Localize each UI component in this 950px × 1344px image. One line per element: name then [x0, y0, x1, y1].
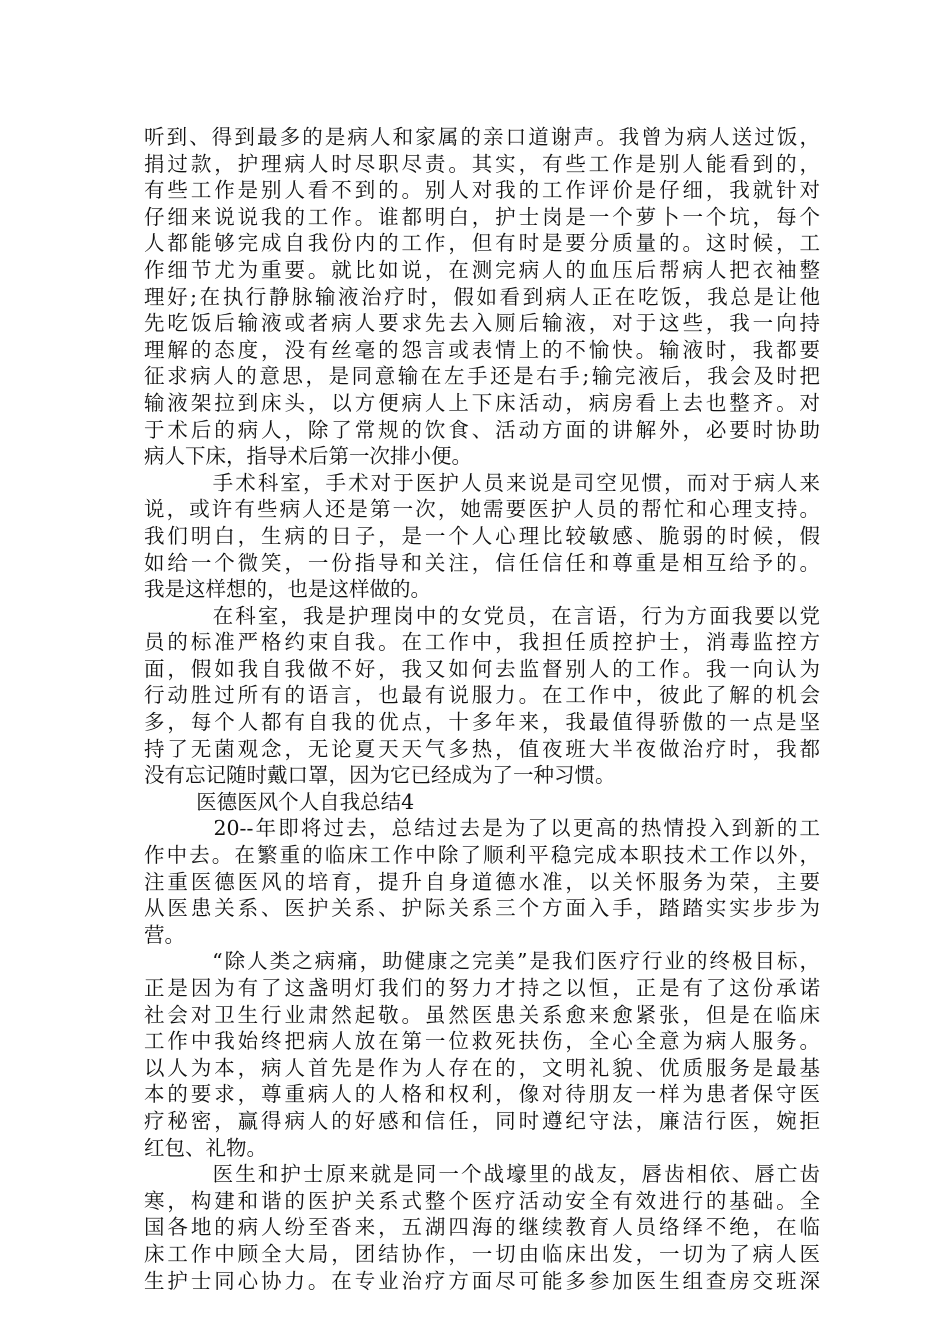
text-line: 作中去。在繁重的临床工作中除了顺利平稳完成本职技术工作以外， [144, 843, 820, 868]
text-line: 从医患关系、医护关系、护际关系三个方面入手，踏踏实实步步为 [144, 896, 820, 921]
text-line: 床工作中顾全大局，团结协作，一切由临床出发，一切为了病人医 [144, 1241, 820, 1266]
text-line: 捐过款，护理病人时尽职尽责。其实，有些工作是别人能看到的， [144, 151, 820, 176]
text-line: 输液架拉到床头，以方便病人上下床活动，病房看上去也整齐。对 [144, 390, 820, 415]
text-line: 说，或许有些病人还是第一次，她需要医护人员的帮忙和心理支持。 [144, 497, 820, 522]
text-line: 红包、礼物。 [144, 1135, 267, 1160]
text-line: 以人为本，病人首先是作为人存在的，文明礼貌、优质服务是最基 [144, 1055, 820, 1080]
paragraph-start-line: “除人类之病痛，助健康之完美”是我们医疗行业的终极目标， [144, 949, 820, 974]
paragraph-start-line: 手术科室，手术对于医护人员来说是司空见惯，而对于病人来 [144, 470, 820, 495]
paragraph-start-line: 20--年即将过去，总结过去是为了以更高的热情投入到新的工 [144, 816, 820, 841]
text-line: 疗秘密，赢得病人的好感和信任，同时遵纪守法，廉洁行医，婉拒 [144, 1108, 820, 1133]
text-line: 行动胜过所有的语言，也最有说服力。在工作中，彼此了解的机会 [144, 683, 820, 708]
text-line: 病人下床，指导术后第一次排小便。 [144, 444, 472, 469]
text-line: 本的要求，尊重病人的人格和权利，像对待朋友一样为患者保守医 [144, 1082, 820, 1107]
text-line: 员的标准严格约束自我。在工作中，我担任质控护士，消毒监控方 [144, 630, 820, 655]
text-line: 国各地的病人纷至沓来，五湖四海的继续教育人员络绎不绝，在临 [144, 1215, 820, 1240]
text-line: 我是这样想的，也是这样做的。 [144, 577, 431, 602]
text-line: 生护士同心协力。在专业治疗方面尽可能多参加医生组查房交班深 [144, 1268, 820, 1293]
text-line: 持了无菌观念，无论夏天天气多热，值夜班大半夜做治疗时，我都 [144, 736, 820, 761]
text-line: 社会对卫生行业肃然起敬。虽然医患关系愈来愈紧张，但是在临床 [144, 1002, 820, 1027]
document-body [144, 124, 820, 1294]
paragraph-start-line: 在科室，我是护理岗中的女党员，在言语，行为方面我要以党 [144, 603, 820, 628]
text-line: 工作中我始终把病人放在第一位救死扶伤，全心全意为病人服务。 [144, 1029, 820, 1054]
text-line: 注重医德医风的培育，提升自身道德水准，以关怀服务为荣，主要 [144, 869, 820, 894]
paragraph-start-line: 医生和护士原来就是同一个战壕里的战友，唇齿相依、唇亡齿 [144, 1162, 820, 1187]
text-line: 寒，构建和谐的医护关系式整个医疗活动安全有效进行的基础。全 [144, 1188, 820, 1213]
text-line: 我们明白，生病的日子，是一个人心理比较敏感、脆弱的时候，假 [144, 523, 820, 548]
text-line: 理好;在执行静脉输液治疗时，假如看到病人正在吃饭，我总是让他 [144, 284, 820, 309]
text-line: 多，每个人都有自我的优点，十多年来，我最值得骄傲的一点是坚 [144, 710, 820, 735]
text-line: 如给一个微笑，一份指导和关注，信任信任和尊重是相互给予的。 [144, 550, 820, 575]
text-line: 作细节尤为重要。就比如说，在测完病人的血压后帮病人把衣袖整 [144, 257, 820, 282]
text-line: 有些工作是别人看不到的。别人对我的工作评价是仔细，我就针对 [144, 178, 820, 203]
text-line: 理解的态度，没有丝毫的怨言或表情上的不愉快。输液时，我都要 [144, 337, 820, 362]
text-line: 于术后的病人，除了常规的饮食、活动方面的讲解外，必要时协助 [144, 417, 820, 442]
text-line: 征求病人的意思，是同意输在左手还是右手;输完液后，我会及时把 [144, 364, 820, 389]
text-line: 没有忘记随时戴口罩，因为它已经成为了一种习惯。 [144, 763, 616, 788]
text-line: 先吃饭后输液或者病人要求先去入厕后输液，对于这些，我一向持 [144, 311, 820, 336]
text-line: 正是因为有了这盏明灯我们的努力才持之以恒，正是有了这份承诺 [144, 976, 820, 1000]
text-line: 营。 [144, 922, 185, 947]
text-line: 仔细来说说我的工作。谁都明白，护士岗是一个萝卜一个坑，每个 [144, 204, 820, 229]
text-line: 听到、得到最多的是病人和家属的亲口道谢声。我曾为病人送过饭， [144, 125, 820, 149]
section-heading: 医德医风个人自我总结4 [144, 789, 415, 814]
text-line: 人都能够完成自我份内的工作，但有时是要分质量的。这时候，工 [144, 231, 820, 256]
text-line: 面，假如我自我做不好，我又如何去监督别人的工作。我一向认为 [144, 656, 820, 681]
